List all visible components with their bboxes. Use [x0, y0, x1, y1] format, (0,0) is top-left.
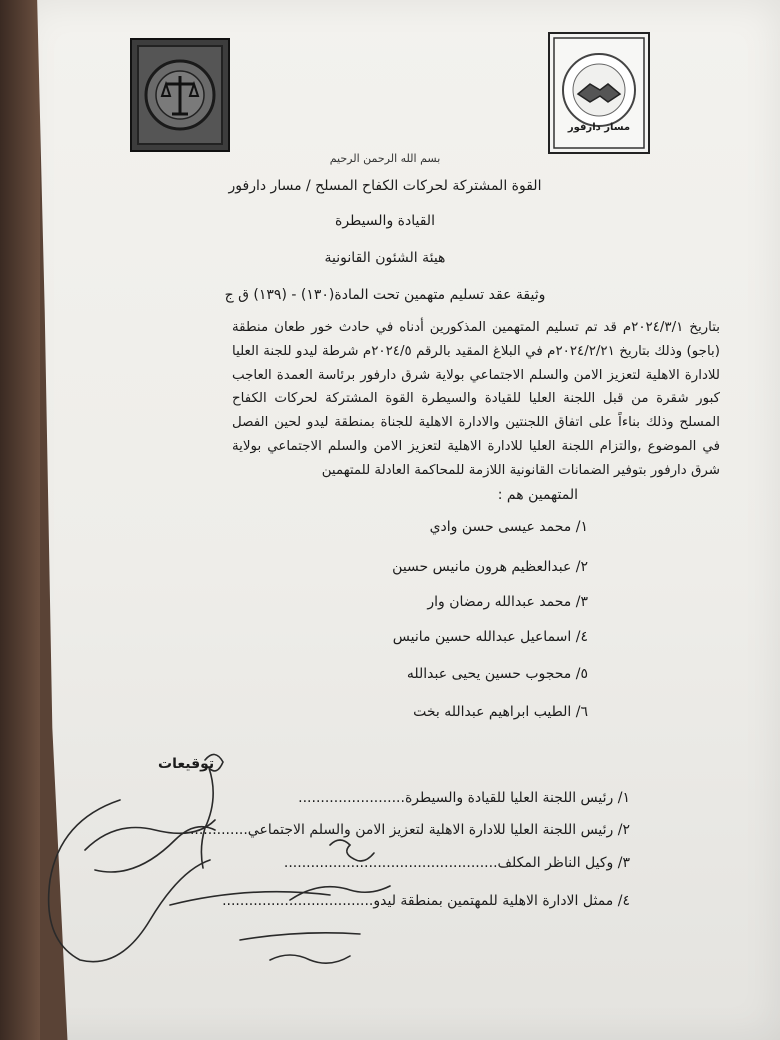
right-logo-caption: مسار دارفور: [567, 122, 631, 133]
signature-dots: .............: [189, 822, 248, 838]
right-emblem-logo: [548, 32, 650, 154]
signature-line-text: ٤/ ممثل الادارة الاهلية للمهتمين بمنطقة ليدو: [373, 893, 630, 909]
signature-line-text: ٢/ رئيس اللجنة العليا للادارة الاهلية لتعزيز الامن والسلم الاجتماعي: [247, 822, 630, 838]
accused-item: ٦/ الطيب ابراهيم عبدالله بخت: [413, 704, 588, 720]
organization-name: القوة المشتركة لحركات الكفاح المسلح / مسار دارفور: [228, 178, 542, 194]
signature-line-text: ١/ رئيس اللجنة العليا للقيادة والسيطرة: [404, 790, 630, 806]
accused-item: ١/ محمد عيسى حسن وادي: [429, 519, 588, 535]
document-title: وثيقة عقد تسليم متهمين تحت المادة(١٣٠) - (١٣٩) ق ج: [224, 287, 546, 303]
command-name: القيادة والسيطرة: [335, 213, 435, 229]
accused-item: ٥/ محجوب حسين يحيى عبدالله: [406, 666, 588, 682]
signature-line-text: ٣/ وكيل الناظر المكلف: [497, 855, 630, 871]
signature-line: [222, 893, 630, 909]
accused-heading: المتهمين هم :: [497, 487, 578, 503]
handshake-icon: [550, 34, 648, 152]
signatures-label: توقيعات: [158, 756, 215, 772]
body-paragraph: بتاريخ ٢٠٢٤/٣/١م قد تم تسليم المتهمين المذكورين أدناه في حادث خور طعان منطقة (باجو) وذلك بتاريخ ٢٠٢٤/٢/٢١م في البلاغ المقيد بالرقم ٢٠٢٤/٥م شرطة ليدو للجنة العليا للادارة الاهلية لتعزيز الامن والسلم الاجتماعي بولاية شرق دارفور برئاسة العمدة العاجب كبور شقرة من قبل اللجنة العليا للقيادة والسيطرة القوة المشتركة لحركات الكفاح المسلح وذلك بناءاً على اتفاق اللجنتين والادارة الاهلية للجناة بمنطقة ليدو لحين الفصل في الموضوع ,والتزام اللجنة العليا للادارة الاهلية لتعزيز الامن والسلم الاجتماعي بولاية شرق دارفور بتوفير الضمانات القانونية اللازمة للمحاكمة العادلة للمتهمين: [232, 320, 720, 478]
accused-item: ٣/ محمد عبدالله رمضان وار: [427, 594, 588, 610]
signature-dots: ..................................: [222, 893, 374, 909]
basmala: بسم الله الرحمن الرحيم: [329, 152, 441, 165]
left-emblem-logo: [130, 38, 230, 152]
accused-item: ٢/ عبدالعظيم هرون مانيس حسين: [392, 559, 588, 575]
signature-line: [284, 855, 630, 871]
scales-of-justice-icon: [132, 40, 228, 150]
signature-dots: ................................................: [283, 855, 498, 871]
legal-authority: هيئة الشئون القانونية: [324, 250, 446, 266]
signature-dots: ........................: [298, 790, 405, 806]
backdrop: [0, 0, 40, 1040]
signature-line: [190, 822, 630, 838]
signature-line: [298, 790, 630, 806]
accused-item: ٤/ اسماعيل عبدالله حسين مانيس: [392, 629, 588, 645]
